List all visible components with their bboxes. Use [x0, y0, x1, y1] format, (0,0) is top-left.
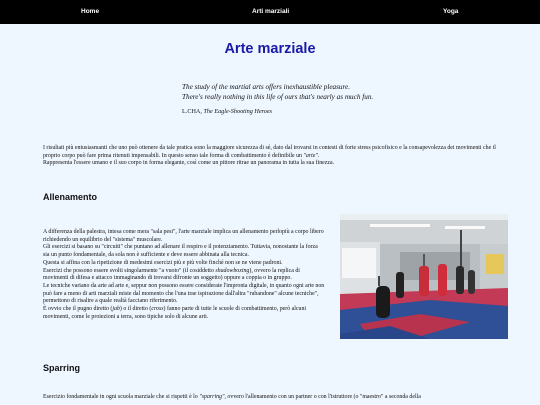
quote-attribution [182, 108, 272, 115]
intro-text: I risultati più entusiasmanti che uno può ottenere da tale pratica sono la maggiore sicurezza di sé, dato dal trovarsi in contesti di forte stress psicofisico e la consapevolezza dei movimenti che il proprio corpo può fare prima ritenuti impensabili. In questo senso tale forma di combattimento è definibile un [43, 145, 496, 159]
allenamento-heading: Allenamento [43, 192, 98, 202]
sparring-p1a: Esercizio fondamentale in ogni scuola marziale che si rispetti è lo [43, 394, 198, 400]
sparring-term: "sparring" [199, 394, 225, 400]
intro-arte: "arte" [303, 152, 318, 159]
allenamento-p4a: Esercizi che possono essere svolti singolarmente "a vuoto" (il cosiddetto [43, 267, 214, 274]
top-nav [0, 0, 540, 24]
intro-paragraph [43, 145, 503, 168]
allenamento-p6 [43, 306, 325, 321]
allenamento-p4b: ), ovvero la replica di movimenti di difesa e attacco immaginando di trovarsi difronte un soggetto) oppure a coppia o in gruppo. [43, 267, 300, 282]
allenamento-p4 [43, 268, 325, 283]
allenamento-p6b: ) o il diretto ( [119, 306, 152, 313]
allenamento-p3: Questa si affina con la ripetizione di medesimi esercizi più e più volte finché non se ne viene padroni. [43, 259, 283, 266]
quote-line-2: There's really nothing in this life of ours that's nearly as much fun. [182, 93, 374, 101]
sparring-text [43, 394, 518, 402]
page-title: Arte marziale [224, 41, 316, 57]
allenamento-p6a: È ovvio che il pugno diretto ( [43, 306, 113, 313]
allenamento-p6c: ) fanno parte di tutte le scuole di combattimento, però alcuni movimenti, come le proiezioni a terra, sono tipiche solo di alcune arti. [43, 306, 307, 320]
quote-work: The Eagle-Shooting Heroes [203, 108, 272, 115]
cross-term: cross [151, 306, 164, 313]
quote-line-1: The study of the martial arts offers inexhaustible pleasure. [182, 83, 351, 91]
shadowboxing-term: shadowboxing [215, 267, 250, 274]
quote [182, 82, 482, 102]
nav-yoga-link[interactable]: Yoga [443, 8, 459, 15]
intro-text-end: . [317, 152, 320, 159]
intro-line-2: Rappresenta l'essere umano e il suo corpo in forma elegante, così come un pittore ritrae un panorama in tutta la sua finezza. [43, 160, 335, 167]
allenamento-text [43, 229, 325, 321]
allenamento-p1: A differenza della palestra, intesa come mera "sala pesi", l'arte marziale implica un allenamento perlopiù a corpo libero richiedendo un equilibrio del "sistema" muscolare. [43, 229, 324, 243]
quote-author: L.CHA, [182, 108, 202, 115]
gym-photo [340, 214, 508, 339]
sparring-heading: Sparring [43, 363, 81, 373]
sparring-p1b: , ovvero l'allenamento con un partner o con l'istruttore (o "maestro" a seconda della [224, 394, 421, 400]
nav-arti-marziali-link[interactable]: Arti marziali [252, 8, 290, 15]
jab-term: jab [112, 306, 120, 313]
nav-home-link[interactable]: Home [81, 8, 100, 15]
allenamento-p5: Le tecniche variano da arte ad arte e, seppur non possono essere considerate l'impronta digitale, in quanto ogni arte non può fare a meno di arti marziali miste dal momento che l'una trae ispirazione dall'altra "rubandone" alcune tecniche", permettono di risalire a quale realtà facciano riferimento. [43, 282, 325, 305]
allenamento-p2: Gli esercizi si basano su "circuiti" che puntano ad allenare il respiro e il potenziamento. Tuttavia, nonostante la forza sia un punto fondamentale, da sola non è sufficiente e deve essere abbinata alla tecnica. [43, 244, 318, 259]
